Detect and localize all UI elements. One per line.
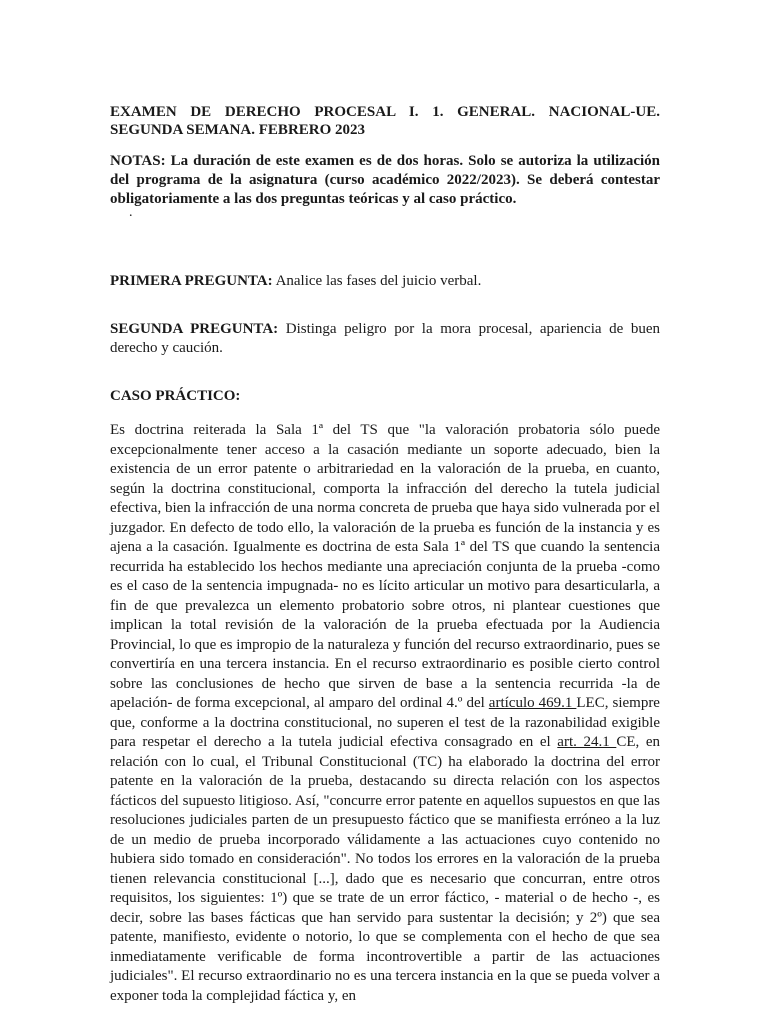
case-heading: CASO PRÁCTICO: [110, 388, 241, 404]
question-2 [110, 320, 660, 358]
link-articulo-469-1[interactable]: artículo 469.1 [488, 695, 577, 711]
exam-title: EXAMEN DE DERECHO PROCESAL I. 1. GENERAL. NACIONAL-UE. SEGUNDA SEMANA. FEBRERO 2023 [110, 104, 660, 138]
case-body [110, 421, 660, 1006]
question-2-text: Distinga peligro por la mora procesal, apariencia de buen derecho y caución. [110, 321, 660, 356]
link-art-24-1[interactable]: art. 24.1 [557, 734, 617, 750]
case-text-2: LEC, siempre que, conforme a la doctrina constitucional, no superen el test de la razonabilidad exigible para respetar el derecho a la tutela judicial efectiva consagrado en el [110, 695, 660, 750]
stray-mark: . [129, 205, 133, 220]
question-1 [110, 272, 660, 291]
question-2-label: SEGUNDA PREGUNTA: [110, 321, 279, 337]
question-1-text: Analice las fases del juicio verbal. [272, 273, 482, 289]
question-1-label: PRIMERA PREGUNTA: [110, 273, 273, 289]
exam-notes: NOTAS: La duración de este examen es de dos horas. Solo se autoriza la utilización del programa de la asignatura (curso académico 2022/2023). Se deberá contestar obligatoriamente a las dos preguntas teóricas y al caso práctico. [110, 153, 660, 207]
case-text-3: CE, en relación con lo cual, el Tribunal Constitucional (TC) ha elaborado la doctrina del error patente en la valoración de la prueba, destacando su directa relación con los aspectos fácticos del supuesto litigioso. Así, "concurre error patente en aquellos supuestos en que las resoluciones judiciales parten de un presupuesto fáctico que se manifiesta erróneo a la luz de un medio de prueba incorporado válidamente a las actuaciones cuyo contenido no hubiera sido tomado en consideración". No todos los errores en la valoración de la prueba tienen relevancia constitucional [...], dado que es necesario que concurran, entre otros requisitos, los siguientes: 1º) que se trate de un error fáctico, - material o de hecho -, es decir, sobre las bases fácticas que han servido para sustentar la decisión; y 2º) que sea patente, manifiesto, evidente o notorio, lo que se complementa con el hecho de que sea inmediatamente verificable de forma incontrovertible a partir de las actuaciones judiciales". El recurso extraordinario no es una tercera instancia en la que se pueda volver a exponer toda la complejidad fáctica y, en [110, 734, 661, 1004]
case-text-1: Es doctrina reiterada la Sala 1ª del TS que "la valoración probatoria sólo puede excepcionalmente tener acceso a la casación mediante un soporte adecuado, bien la existencia de un error patente o arbitrariedad en la valoración de la prueba, en cuanto, según la doctrina constitucional, comporta la infracción del derecho la tutela judicial efectiva, bien la infracción de una norma concreta de prueba que haya sido vulnerada por el juzgador. En defecto de todo ello, la valoración de la prueba es función de la instancia y es ajena a la casación. Igualmente es doctrina de esta Sala 1ª del TS que cuando la sentencia recurrida ha establecido los hechos mediante una apreciación conjunta de la prueba -como es el caso de la sentencia impugnada- no es lícito articular un motivo para desarticularla, a fin de que prevalezca un elemento probatorio sobre otros, ni plantear cuestiones que implican la total revisión de la valoración de la prueba efectuada por la Audiencia Provincial, lo que es impropio de la naturaleza y función del recurso extraordinario, pues se convertiría en una tercera instancia. En el recurso extraordinario es posible cierto control sobre las conclusiones de hecho que sirven de base a la sentencia recurrida -la de apelación- de forma excepcional, al amparo del ordinal 4.º del [110, 422, 660, 711]
